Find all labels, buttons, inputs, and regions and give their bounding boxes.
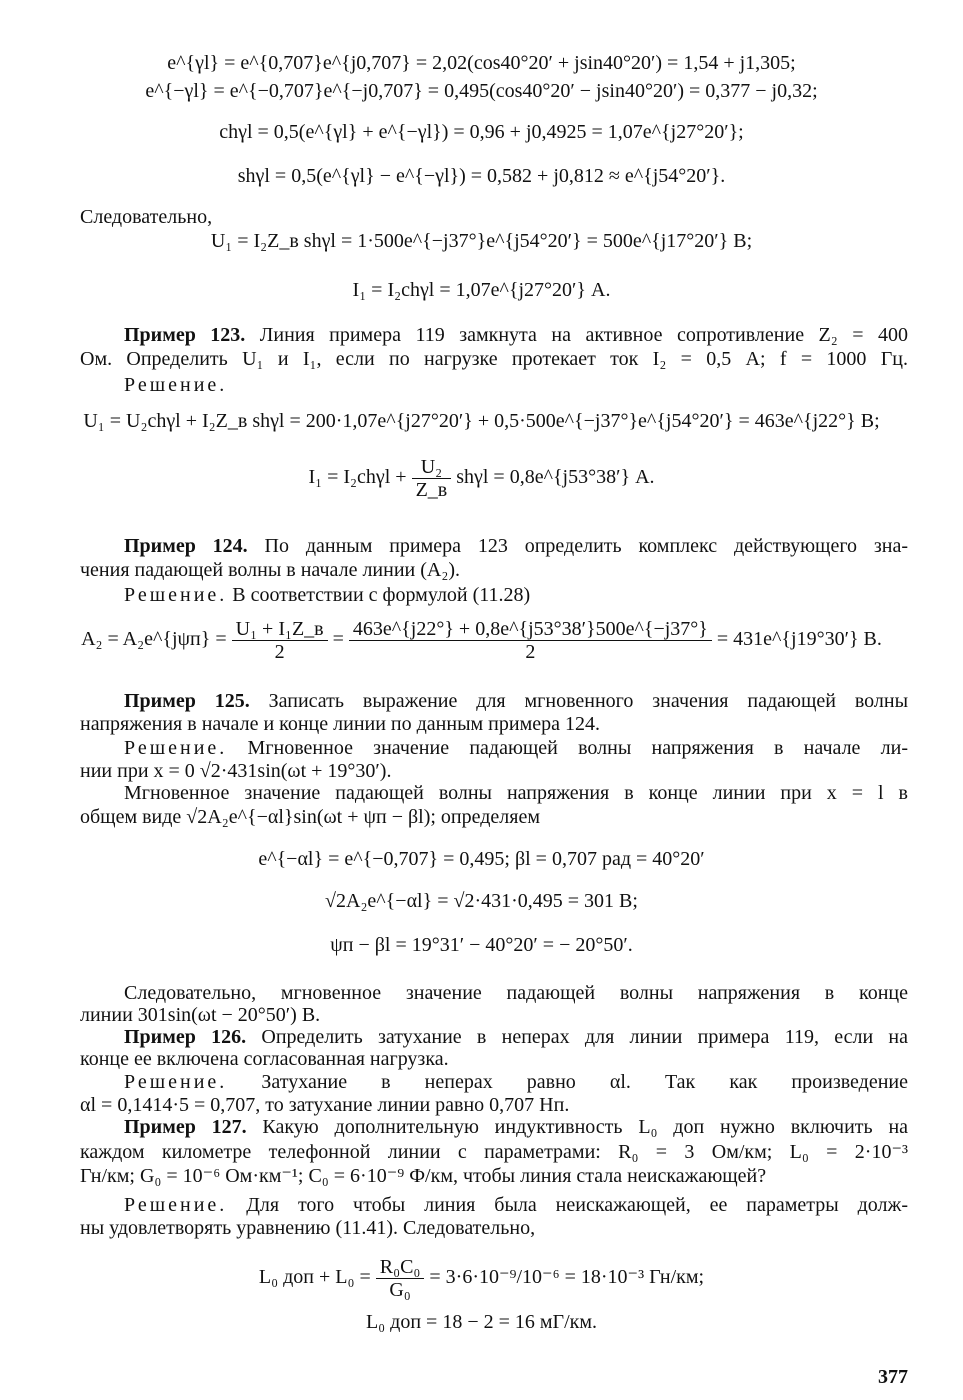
equation: L₀ доп = 18 − 2 = 16 мГ/км. xyxy=(365,1311,598,1333)
example-label: Пример 125. xyxy=(124,690,250,712)
equation: √2A₂e^{−αl} = √2·431·0,495 = 301 В; xyxy=(325,890,638,912)
example-127-line: Гн/км; G₀ = 10⁻⁶ Ом·км⁻¹; C₀ = 6·10⁻⁹ Ф/км, чтобы линия стала неискажающей? xyxy=(80,1165,767,1187)
paragraph-text: Мгновенное значение падающей волны напряжения в конце линии при x = l в xyxy=(124,782,908,804)
example-label: Пример 126. xyxy=(124,1026,247,1048)
paragraph-text: αl = 0,1414·5 = 0,707, то затухание линии равно 0,707 Нп. xyxy=(80,1094,570,1116)
example-label: Пример 123. xyxy=(124,324,246,346)
paragraph-text: Следовательно, мгновенное значение падающей волны напряжения в конце xyxy=(124,982,908,1004)
equation: e^{γl} = e^{0,707}e^{j0,707} = 2,02(cos40°20′ + jsin40°20′) = 1,54 + j1,305; xyxy=(167,52,796,74)
fraction: $\frac{\text{U₁ + I₁Z\_в}}{2}$ xyxy=(232,618,328,663)
solution-line: Решение. Для того чтобы линия была неискажающей, ее параметры долж- xyxy=(124,1194,909,1216)
equation: U₁ = I₂Z_в shγl = 1·500e^{−j37°}e^{j54°20′} = 500e^{j17°20′} В; xyxy=(210,230,753,252)
example-123-line: Пример 123. Линия примера 119 замкнута на активное сопротивление Z₂ = 400 xyxy=(124,324,908,346)
example-label: Пример 127. xyxy=(124,1116,247,1138)
equation: I₁ = I₂chγl + $\frac{\text{U₂}}{Z\_в}$ shγl = 0,8e^{j53°38′} А. xyxy=(308,456,655,501)
page-number: 377 xyxy=(878,1366,908,1388)
equation: A₂ = A₂e^{jψп} = $\frac{\text{U₁ + I₁Z\_в}}{2}$ = $\frac{463e\^{}\{j22^\circ\} + 0,8e\^{}\{j53^\circ 38'\}500e\^{}\{-j37^\circ\}}{2}$ = 431e^{j19°30′} В. xyxy=(81,618,882,663)
example-126-line: конце ее включена согласованная нагрузка. xyxy=(80,1048,449,1070)
example-123-line: Ом. Определить U₁ и I₁, если по нагрузке протекает ток I₂ = 0,5 А; f = 1000 Гц. xyxy=(80,348,908,370)
paragraph-text: общем виде √2A₂e^{−αl}sin(ωt + ψп − βl); определяем xyxy=(80,806,541,828)
paragraph-text: линии 301sin(ωt − 20°50′) В. xyxy=(80,1004,321,1026)
example-127-line: каждом километре телефонной линии с параметрами: R₀ = 3 Ом/км; L₀ = 2·10⁻³ xyxy=(80,1141,908,1163)
example-127-line: Пример 127. Какую дополнительную индуктивность L₀ доп нужно включить на xyxy=(124,1116,909,1138)
equation: shγl = 0,5(e^{γl} − e^{−γl}) = 0,582 + j0,812 ≈ e^{j54°20′}. xyxy=(237,165,726,187)
solution-line: Решение. В соответствии с формулой (11.28) xyxy=(124,584,531,606)
paragraph-text: Следовательно, xyxy=(80,206,213,228)
paragraph-text: ны удовлетворять уравнению (11.41). Следовательно, xyxy=(80,1217,536,1239)
example-124-line: Пример 124. По данным примера 123 определить комплекс действующего зна- xyxy=(124,535,909,557)
equation: e^{−αl} = e^{−0,707} = 0,495; βl = 0,707 рад = 40°20′ xyxy=(258,848,705,870)
equation: L₀ доп + L₀ = $\frac{\text{R₀C₀}}{\text{G₀}}$ = 3·6·10⁻⁹/10⁻⁶ = 18·10⁻³ Гн/км; xyxy=(258,1256,705,1301)
solution-line: Решение. Мгновенное значение падающей волны напряжения в начале ли- xyxy=(124,737,908,759)
equation: chγl = 0,5(e^{γl} + e^{−γl}) = 0,96 + j0,4925 = 1,07e^{j27°20′}; xyxy=(219,121,744,143)
example-124-line: чения падающей волны в начале линии (A₂). xyxy=(80,559,460,581)
fraction: $\frac{\text{R₀C₀}}{\text{G₀}}$ xyxy=(376,1256,425,1301)
equation: I₁ = I₂chγl = 1,07e^{j27°20′} А. xyxy=(352,279,611,301)
fraction: $\frac{463e\^{}\{j22^\circ\} + 0,8e\^{}\{j53^\circ 38'\}500e\^{}\{-j37^\circ\}}{2}$ xyxy=(349,618,712,663)
equation: U₁ = U₂chγl + I₂Z_в shγl = 200·1,07e^{j27°20′} + 0,5·500e^{−j37°}e^{j54°20′} = 463e^{j22°} В; xyxy=(83,410,880,432)
solution-line: Решение. Затухание в неперах равно αl. Так как произведение xyxy=(124,1071,908,1093)
example-label: Пример 124. xyxy=(124,535,248,557)
solution-heading: Решение. xyxy=(124,374,228,396)
example-125-line: напряжения в начале и конце линии по данным примера 124. xyxy=(80,713,600,735)
example-125-line: Пример 125. Записать выражение для мгновенного значения падающей волны xyxy=(124,690,909,712)
paragraph-text: нии при x = 0 √2·431sin(ωt + 19°30′). xyxy=(80,760,392,782)
equation: ψп − βl = 19°31′ − 40°20′ = − 20°50′. xyxy=(330,934,633,956)
fraction: $\frac{\text{U₂}}{Z\_в}$ xyxy=(412,456,452,501)
example-126-line: Пример 126. Определить затухание в неперах для линии примера 119, если на xyxy=(124,1026,909,1048)
equation: e^{−γl} = e^{−0,707}e^{−j0,707} = 0,495(cos40°20′ − jsin40°20′) = 0,377 − j0,32; xyxy=(145,80,818,102)
